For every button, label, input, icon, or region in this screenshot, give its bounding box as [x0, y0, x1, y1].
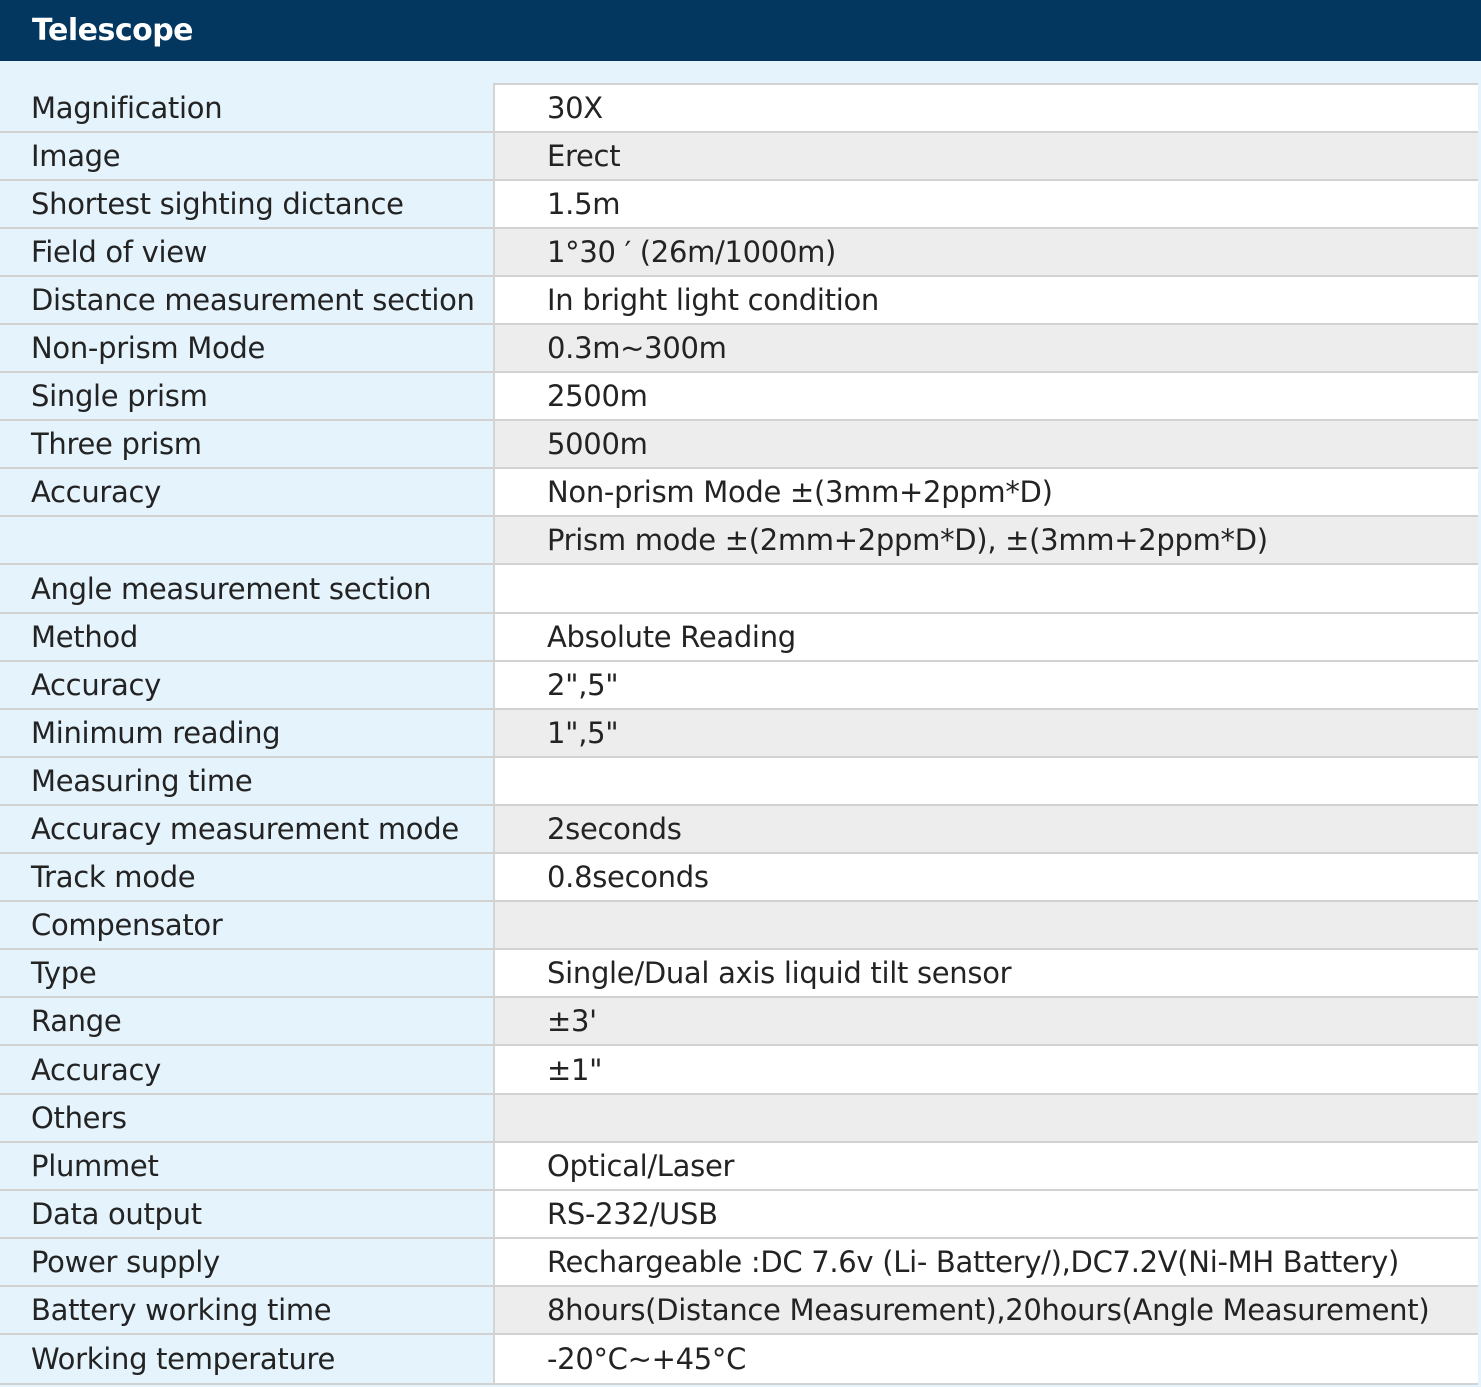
- row-value: ±3': [493, 998, 1478, 1044]
- row-value: [493, 1095, 1478, 1141]
- row-value: 2500m: [493, 373, 1478, 419]
- row-divider: [0, 708, 1479, 710]
- row-label: Data output: [31, 1197, 202, 1231]
- row-divider: [0, 612, 1479, 614]
- table-row: [0, 1191, 1481, 1237]
- row-divider: [0, 467, 1479, 469]
- row-label: Angle measurement section: [31, 571, 432, 606]
- row-value: Absolute Reading: [493, 614, 1478, 660]
- row-label: Range: [31, 1004, 122, 1038]
- row-value: 30X: [493, 85, 1478, 131]
- table-row: [0, 421, 1481, 467]
- table-row: [0, 181, 1481, 227]
- row-label: Shortest sighting dictance: [31, 187, 404, 221]
- row-divider: [0, 852, 1479, 854]
- table-row: [0, 614, 1481, 660]
- row-divider: [0, 1093, 1479, 1095]
- row-divider: [0, 996, 1479, 998]
- row-value: 2",5": [493, 662, 1478, 708]
- row-value: 2seconds: [493, 806, 1478, 852]
- table-row: [0, 1287, 1481, 1333]
- row-divider: [0, 275, 1479, 277]
- row-divider: [0, 1383, 1479, 1385]
- row-value: Single/Dual axis liquid tilt sensor: [493, 950, 1478, 996]
- table-row: [0, 229, 1481, 275]
- row-divider: [0, 1333, 1479, 1335]
- row-value: RS-232/USB: [493, 1191, 1478, 1237]
- row-divider: [0, 756, 1479, 758]
- row-label: Method: [31, 620, 138, 654]
- row-label: Distance measurement section: [31, 283, 475, 317]
- row-label: Type: [31, 956, 97, 990]
- table-row: [0, 373, 1481, 419]
- table-row: [0, 902, 1481, 948]
- section-header: [0, 0, 1481, 61]
- table-row: [0, 998, 1481, 1044]
- row-divider: [0, 1044, 1479, 1046]
- row-divider: [0, 660, 1479, 662]
- row-divider: [0, 227, 1479, 229]
- table-row: [0, 854, 1481, 900]
- table-row: [0, 1143, 1481, 1189]
- row-value: 1.5m: [493, 181, 1478, 227]
- row-label: [0, 517, 493, 563]
- row-value: [493, 565, 1478, 612]
- row-value: Rechargeable :DC 7.6v (Li- Battery/),DC7.2V(Ni-MH Battery): [493, 1239, 1478, 1285]
- row-value: 8hours(Distance Measurement),20hours(Angle Measurement): [493, 1287, 1478, 1333]
- row-value: Non-prism Mode ±(3mm+2ppm*D): [493, 469, 1478, 515]
- row-value: Erect: [493, 133, 1478, 179]
- table-row: [0, 662, 1481, 708]
- row-label: Accuracy: [31, 475, 161, 509]
- row-divider: [0, 131, 1479, 133]
- row-label: Battery working time: [31, 1293, 332, 1327]
- row-divider: [0, 1189, 1479, 1191]
- row-value: 0.8seconds: [493, 854, 1478, 900]
- row-value: 5000m: [493, 421, 1478, 467]
- table-row: [0, 517, 1481, 563]
- table-row: [0, 1239, 1481, 1285]
- table-row: [0, 758, 1481, 804]
- table-row: [0, 1335, 1481, 1383]
- row-value: -20°C~+45°C: [493, 1335, 1478, 1383]
- row-label: Field of view: [31, 235, 208, 269]
- row-value: [493, 902, 1478, 948]
- row-divider: [0, 515, 1479, 517]
- row-value: 0.3m~300m: [493, 325, 1478, 371]
- table-row: [0, 710, 1481, 756]
- section-title: Telescope: [32, 13, 194, 48]
- table-row: [0, 950, 1481, 996]
- row-value: ±1": [493, 1046, 1478, 1093]
- row-label: Single prism: [31, 379, 208, 413]
- table-row: [0, 565, 1481, 612]
- row-label: Compensator: [31, 908, 223, 942]
- table-row: [0, 469, 1481, 515]
- row-divider: [0, 900, 1479, 902]
- table-row: [0, 277, 1481, 323]
- table-row: [0, 325, 1481, 371]
- row-value: 1",5": [493, 710, 1478, 756]
- row-divider: [0, 948, 1479, 950]
- row-label: Image: [31, 139, 121, 173]
- row-divider: [0, 1237, 1479, 1239]
- row-value: [493, 758, 1478, 804]
- row-divider: [0, 371, 1479, 373]
- table-row: [0, 85, 1481, 131]
- row-label: Measuring time: [31, 764, 253, 798]
- table-row: [0, 1095, 1481, 1141]
- row-divider: [0, 1141, 1479, 1143]
- row-label: Non-prism Mode: [31, 331, 266, 365]
- row-label: Power supply: [31, 1245, 220, 1279]
- row-divider: [0, 179, 1479, 181]
- row-label: Accuracy: [31, 668, 161, 702]
- row-value: In bright light condition: [493, 277, 1478, 323]
- row-divider: [493, 83, 1479, 85]
- row-label: Others: [31, 1101, 127, 1135]
- table-row: [0, 806, 1481, 852]
- row-divider: [0, 563, 1479, 565]
- row-divider: [0, 1285, 1479, 1287]
- row-value: Prism mode ±(2mm+2ppm*D), ±(3mm+2ppm*D): [493, 517, 1478, 563]
- row-label: Plummet: [31, 1149, 159, 1183]
- table-row: [0, 133, 1481, 179]
- row-label: Working temperature: [31, 1342, 336, 1376]
- row-label: Three prism: [31, 427, 202, 461]
- row-value: Optical/Laser: [493, 1143, 1478, 1189]
- row-label: Magnification: [31, 91, 223, 125]
- row-label: Track mode: [31, 860, 196, 894]
- row-label: Minimum reading: [31, 716, 281, 750]
- row-label: Accuracy: [31, 1052, 161, 1087]
- row-divider: [0, 419, 1479, 421]
- table-row: [0, 1046, 1481, 1093]
- spec-table: [0, 61, 1481, 1387]
- row-divider: [0, 804, 1479, 806]
- row-divider: [0, 323, 1479, 325]
- row-value: 1°30 ′ (26m/1000m): [493, 229, 1478, 275]
- row-label: Accuracy measurement mode: [31, 812, 459, 846]
